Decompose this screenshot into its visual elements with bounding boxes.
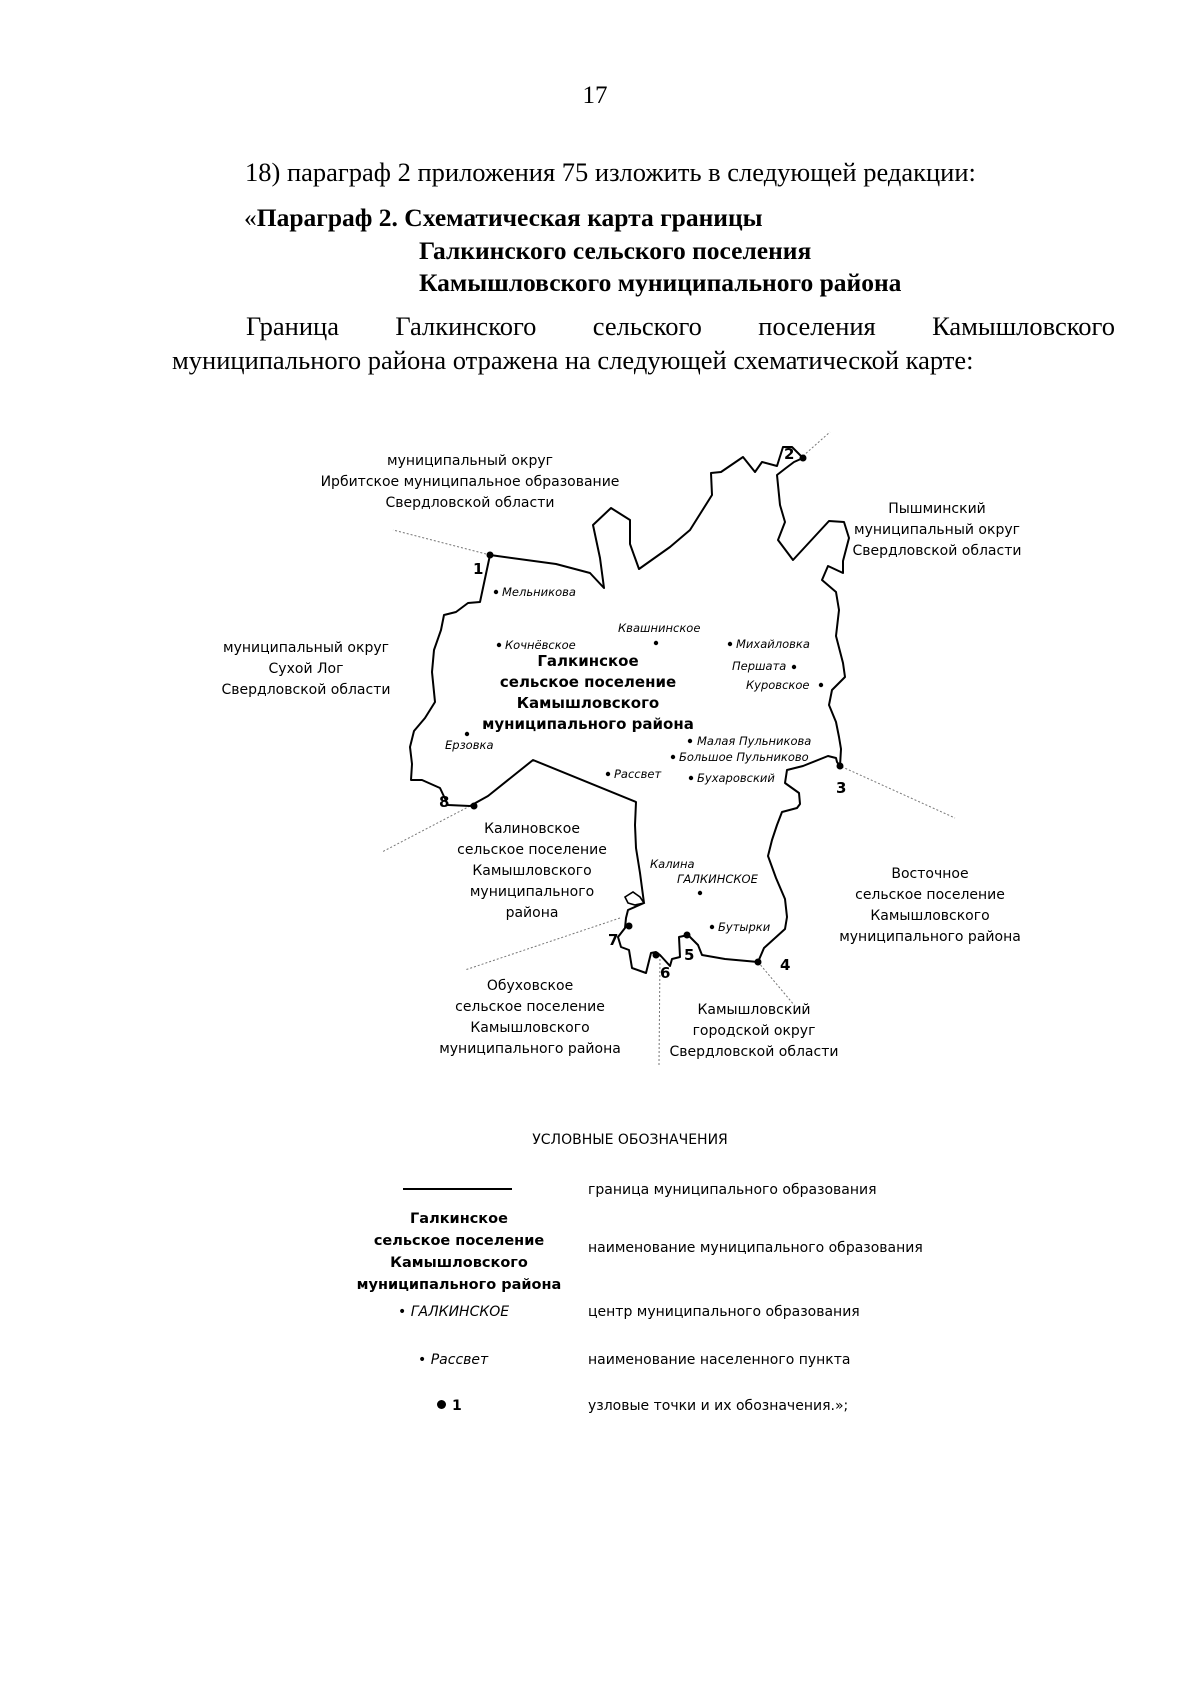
settlement-butyrki: Бутырки bbox=[718, 920, 771, 934]
intro-text: 18) параграф 2 приложения 75 изложить в следующей редакции: bbox=[245, 157, 976, 187]
legend-center-symbol-text: ГАЛКИНСКОЕ bbox=[410, 1304, 510, 1320]
neighbor-sukhoi-log-line-3: Свердловской области bbox=[221, 682, 391, 698]
settlement-names bbox=[445, 585, 811, 934]
legend-node-desc: узловые точки и их обозначения.»; bbox=[588, 1398, 849, 1414]
neighbor-kalinovskoe-line-3: Камышловского bbox=[472, 863, 592, 879]
boundary-loop bbox=[625, 892, 644, 905]
legend-name-line-4: муниципального района bbox=[356, 1277, 562, 1293]
heading-line-2: Галкинского сельского поселения bbox=[419, 236, 812, 265]
legend-name-line-1: Галкинское bbox=[410, 1211, 508, 1227]
settlement-dot-bolshoe-pulnikovo bbox=[671, 755, 675, 759]
settlement-kurovskoe: Куровское bbox=[746, 678, 810, 692]
district-name-line-4: муниципального района bbox=[482, 715, 694, 733]
settlement-dot-pershata bbox=[792, 665, 796, 669]
neighbor-kamyshlov-city-line-3: Свердловской области bbox=[669, 1044, 839, 1060]
node-point-6 bbox=[653, 952, 660, 959]
legend-center-symbol: • ГАЛКИНСКОЕ bbox=[398, 1304, 510, 1320]
legend-name-desc: наименование муниципального образования bbox=[588, 1240, 923, 1256]
district-name-line-1: Галкинское bbox=[537, 652, 639, 670]
node-label-7: 7 bbox=[608, 931, 619, 949]
legend-settlement-symbol: • Рассвет bbox=[418, 1352, 489, 1368]
boundary-line-3 bbox=[838, 765, 955, 818]
settlement-dot-rassvet bbox=[606, 772, 610, 776]
neighbor-vostochnoe-line-2: сельское поселение bbox=[855, 887, 1005, 903]
settlement-rassvet: Рассвет bbox=[614, 767, 662, 781]
neighbor-irbit-line-1: муниципальный округ bbox=[387, 453, 553, 469]
heading-quote: « bbox=[244, 203, 257, 232]
settlement-bolshoe-pulnikovo: Большое Пульниково bbox=[679, 750, 809, 764]
node-label-5: 5 bbox=[684, 946, 695, 964]
neighbor-labels bbox=[222, 453, 1022, 1060]
heading-line-1-text: Параграф 2. Схематическая карта границы bbox=[256, 203, 763, 232]
settlement-dot-butyrki bbox=[710, 925, 714, 929]
settlement-kvashninskoe: Квашнинское bbox=[618, 621, 701, 635]
boundary-line-1 bbox=[393, 530, 490, 555]
node-point-2 bbox=[800, 455, 807, 462]
boundary-line-7 bbox=[465, 918, 620, 970]
legend-center-desc: центр муниципального образования bbox=[588, 1304, 860, 1320]
settlement-dot-bukharovsky bbox=[689, 776, 693, 780]
paragraph-word: Граница bbox=[246, 311, 339, 341]
node-point-4 bbox=[755, 959, 762, 966]
neighbor-sukhoi-log-line-2: Сухой Лог bbox=[268, 661, 344, 677]
settlement-dot-mikhailovka bbox=[728, 642, 732, 646]
neighbor-obukhovskoe-line-3: Камышловского bbox=[470, 1020, 590, 1036]
legend-settlement-desc: наименование населенного пункта bbox=[588, 1352, 851, 1368]
legend-border-symbol bbox=[403, 1188, 512, 1190]
boundary-line-2 bbox=[803, 432, 830, 456]
settlement-dot-kochnevskoe bbox=[497, 643, 501, 647]
legend-node-symbol bbox=[437, 1398, 462, 1414]
legend-node-dot bbox=[437, 1400, 446, 1409]
neighbor-kamyshlov-city-line-1: Камышловский bbox=[697, 1002, 811, 1018]
paragraph-word: сельского bbox=[592, 311, 702, 341]
paragraph-word: Камышловского bbox=[932, 311, 1115, 341]
node-point-7 bbox=[626, 923, 633, 930]
legend-border-desc: граница муниципального образования bbox=[588, 1182, 877, 1198]
heading-line-3: Камышловского муниципального района bbox=[419, 268, 902, 297]
district-name-line-2: сельское поселение bbox=[499, 673, 677, 691]
settlement-dot-erzovka bbox=[465, 732, 469, 736]
node-label-3: 3 bbox=[836, 779, 847, 797]
neighbor-obukhovskoe-line-4: муниципального района bbox=[439, 1041, 621, 1057]
district-name bbox=[482, 652, 694, 733]
neighbor-irbit-line-3: Свердловской области bbox=[385, 495, 555, 511]
paragraph-line-2: муниципального района отражена на следующей схематической карте: bbox=[172, 345, 974, 375]
paragraph-word: Галкинского bbox=[395, 311, 537, 341]
node-point-5 bbox=[684, 932, 691, 939]
neighbor-kalinovskoe-line-4: муниципального bbox=[469, 884, 595, 900]
legend-node-symbol-text: 1 bbox=[452, 1398, 462, 1414]
node-point-8 bbox=[471, 803, 478, 810]
settlement-melnikova: Мельникова bbox=[502, 585, 576, 599]
neighbor-vostochnoe-line-1: Восточное bbox=[891, 866, 969, 882]
neighbor-vostochnoe-line-4: муниципального района bbox=[839, 929, 1021, 945]
node-label-8: 8 bbox=[439, 793, 450, 811]
settlement-dot-kurovskoe bbox=[819, 683, 823, 687]
settlement-galkinskoe-center: ГАЛКИНСКОЕ bbox=[677, 872, 758, 886]
neighbor-kalinovskoe-line-1: Калиновское bbox=[484, 821, 580, 837]
node-point-1 bbox=[487, 552, 494, 559]
neighbor-pyshma-line-3: Свердловской области bbox=[852, 543, 1022, 559]
node-label-4: 4 bbox=[780, 956, 791, 974]
node-label-2: 2 bbox=[784, 445, 795, 463]
paragraph-word: поселения bbox=[758, 311, 876, 341]
node-label-1: 1 bbox=[473, 560, 484, 578]
settlement-kochnevskoe: Кочнёвское bbox=[505, 638, 576, 652]
settlement-dot-melnikova bbox=[494, 590, 498, 594]
settlement-erzovka: Ерзовка bbox=[445, 738, 494, 752]
settlement-mikhailovka: Михайловка bbox=[736, 637, 810, 651]
neighbor-pyshma-line-1: Пышминский bbox=[888, 501, 986, 517]
legend-settlement-symbol-text: Рассвет bbox=[430, 1352, 489, 1368]
neighbor-obukhovskoe-line-1: Обуховское bbox=[486, 978, 574, 994]
neighbor-irbit-line-2: Ирбитское муниципальное образование bbox=[320, 474, 620, 490]
legend-name-sample bbox=[340, 1208, 578, 1296]
page-number: 17 bbox=[582, 82, 608, 109]
legend-name-line-3: Камышловского bbox=[390, 1255, 528, 1271]
neighbor-pyshma-line-2: муниципальный округ bbox=[854, 522, 1020, 538]
neighbor-obukhovskoe-line-2: сельское поселение bbox=[455, 999, 605, 1015]
legend-name-line-2: сельское поселение bbox=[373, 1233, 545, 1249]
neighbor-kalinovskoe-line-5: района bbox=[505, 905, 559, 921]
settlement-malaya-pulnikova: Малая Пульникова bbox=[697, 734, 812, 748]
neighbor-kamyshlov-city-line-2: городской округ bbox=[692, 1023, 816, 1039]
legend-title: УСЛОВНЫЕ ОБОЗНАЧЕНИЯ bbox=[532, 1132, 728, 1148]
settlement-pershata: Першата bbox=[732, 659, 787, 673]
settlement-bukharovsky: Бухаровский bbox=[697, 771, 775, 785]
neighbor-sukhoi-log-line-1: муниципальный округ bbox=[223, 640, 389, 656]
settlement-dot-galkinskoe bbox=[698, 891, 702, 895]
node-label-6: 6 bbox=[660, 964, 671, 982]
settlement-dot-malaya-pulnikova bbox=[688, 739, 692, 743]
neighbor-vostochnoe-line-3: Камышловского bbox=[870, 908, 990, 924]
settlement-kalina: Калина bbox=[650, 857, 695, 871]
district-name-line-3: Камышловского bbox=[516, 694, 660, 712]
settlement-dot-kvashninskoe bbox=[654, 641, 658, 645]
node-point-3 bbox=[837, 763, 844, 770]
neighbor-kalinovskoe-line-2: сельское поселение bbox=[457, 842, 607, 858]
